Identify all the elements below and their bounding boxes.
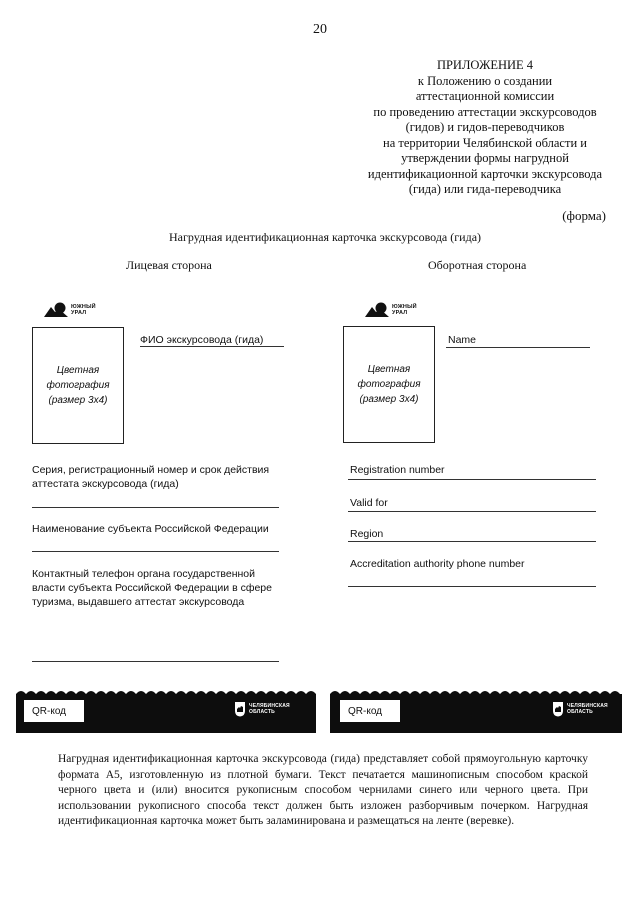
region-emblem bbox=[234, 701, 290, 717]
certificate-label: Серия, регистрационный номер и срок действия аттестата экскурсовода (гида) bbox=[32, 464, 270, 490]
front-logo bbox=[44, 302, 96, 318]
back-logo bbox=[365, 302, 417, 318]
photo-caption-line: фотография bbox=[46, 380, 110, 391]
certificate-line bbox=[32, 507, 279, 508]
back-side-title: Оборотная сторона bbox=[428, 258, 527, 272]
registration-label: Registration number bbox=[350, 464, 445, 476]
region-text-line1: ЧЕЛЯБИНСКАЯ bbox=[567, 703, 608, 709]
appendix-line: ПРИЛОЖЕНИЕ 4 bbox=[436, 58, 534, 72]
region-text-line1: ЧЕЛЯБИНСКАЯ bbox=[249, 703, 290, 709]
region-text-line2: ОБЛАСТЬ bbox=[249, 709, 275, 715]
subject-line bbox=[32, 551, 279, 552]
appendix-line: (гида) или гида-переводчика bbox=[408, 182, 562, 196]
back-bottom-strip bbox=[330, 688, 622, 733]
fio-label: ФИО экскурсовода (гида) bbox=[140, 334, 264, 346]
appendix-line: на территории Челябинской области и bbox=[383, 135, 587, 150]
appendix-line: по проведению аттестации экскурсоводов bbox=[373, 104, 597, 119]
mountain-sun-logo-icon bbox=[365, 302, 389, 318]
region-emblem bbox=[552, 701, 608, 717]
logo-text-line1: ЮЖНЫЙ bbox=[71, 304, 96, 310]
appendix-line: аттестационной комиссии bbox=[415, 89, 555, 103]
front-bottom-strip bbox=[16, 688, 316, 733]
appendix-line: к Положению о создании bbox=[417, 73, 553, 88]
appendix-line: утверждении формы нагрудной bbox=[401, 151, 569, 165]
fio-line bbox=[140, 346, 284, 347]
valid-for-label: Valid for bbox=[350, 497, 388, 509]
phone-line bbox=[32, 661, 279, 662]
region-label: Region bbox=[350, 528, 384, 540]
wave-edge-decoration bbox=[330, 688, 622, 694]
authority-phone-line bbox=[348, 586, 596, 587]
photo-caption-line: Цветная bbox=[367, 364, 411, 375]
photo-caption-line: (размер 3х4) bbox=[359, 394, 419, 405]
photo-caption-line: (размер 3х4) bbox=[48, 395, 108, 406]
description-paragraph: Нагрудная идентификационная карточка экскурсовода (гида) представляет собой прямоугольную карточку формата А5, изготовленную из плотной бумаги. Текст печатается машинописным способом краской черного цвета и (или) вносится рукописным способом чернилами синего или черного цвета. При использовании рукописного способа текст должен быть изложен разборчивым почерком. Нагрудная идентификационная карточка может быть заламинирована и размещаться на ленте (веревке). bbox=[58, 753, 588, 827]
front-side-title: Лицевая сторона bbox=[126, 258, 212, 272]
wave-edge-decoration bbox=[16, 688, 316, 694]
name-label: Name bbox=[448, 334, 477, 346]
page-number: 20 bbox=[313, 22, 327, 37]
valid-for-line bbox=[348, 511, 596, 512]
authority-phone-label: Accreditation authority phone number bbox=[350, 558, 525, 570]
front-photo-placeholder bbox=[32, 327, 124, 444]
camel-coat-of-arms-icon bbox=[552, 701, 564, 717]
photo-caption-line: фотография bbox=[357, 379, 421, 390]
back-photo-placeholder bbox=[343, 326, 435, 443]
logo-text-line2: УРАЛ bbox=[71, 310, 87, 316]
qr-code-box: QR-код bbox=[340, 700, 400, 722]
form-label: (форма) bbox=[562, 208, 606, 223]
card-title: Нагрудная идентификационная карточка экскурсовода (гида) bbox=[168, 230, 482, 244]
appendix-heading bbox=[350, 58, 620, 198]
logo-text-line2: УРАЛ bbox=[392, 310, 408, 316]
camel-coat-of-arms-icon bbox=[234, 701, 246, 717]
logo-text-line1: ЮЖНЫЙ bbox=[392, 304, 417, 310]
registration-line bbox=[348, 479, 596, 480]
subject-label: Наименование субъекта Российской Федерации bbox=[32, 523, 269, 535]
phone-label: Контактный телефон органа государственной власти субъекта Российской Федерации в сфере туризма, выдавшего аттестат экскурсовода bbox=[32, 568, 272, 608]
appendix-line: идентификационной карточки экскурсовода bbox=[367, 166, 603, 181]
region-line bbox=[348, 541, 596, 542]
name-line bbox=[446, 347, 590, 348]
appendix-line: (гидов) и гидов-переводчиков bbox=[405, 120, 565, 134]
region-text-line2: ОБЛАСТЬ bbox=[567, 709, 593, 715]
photo-caption-line: Цветная bbox=[56, 365, 100, 376]
qr-code-box: QR-код bbox=[24, 700, 84, 722]
mountain-sun-logo-icon bbox=[44, 302, 68, 318]
